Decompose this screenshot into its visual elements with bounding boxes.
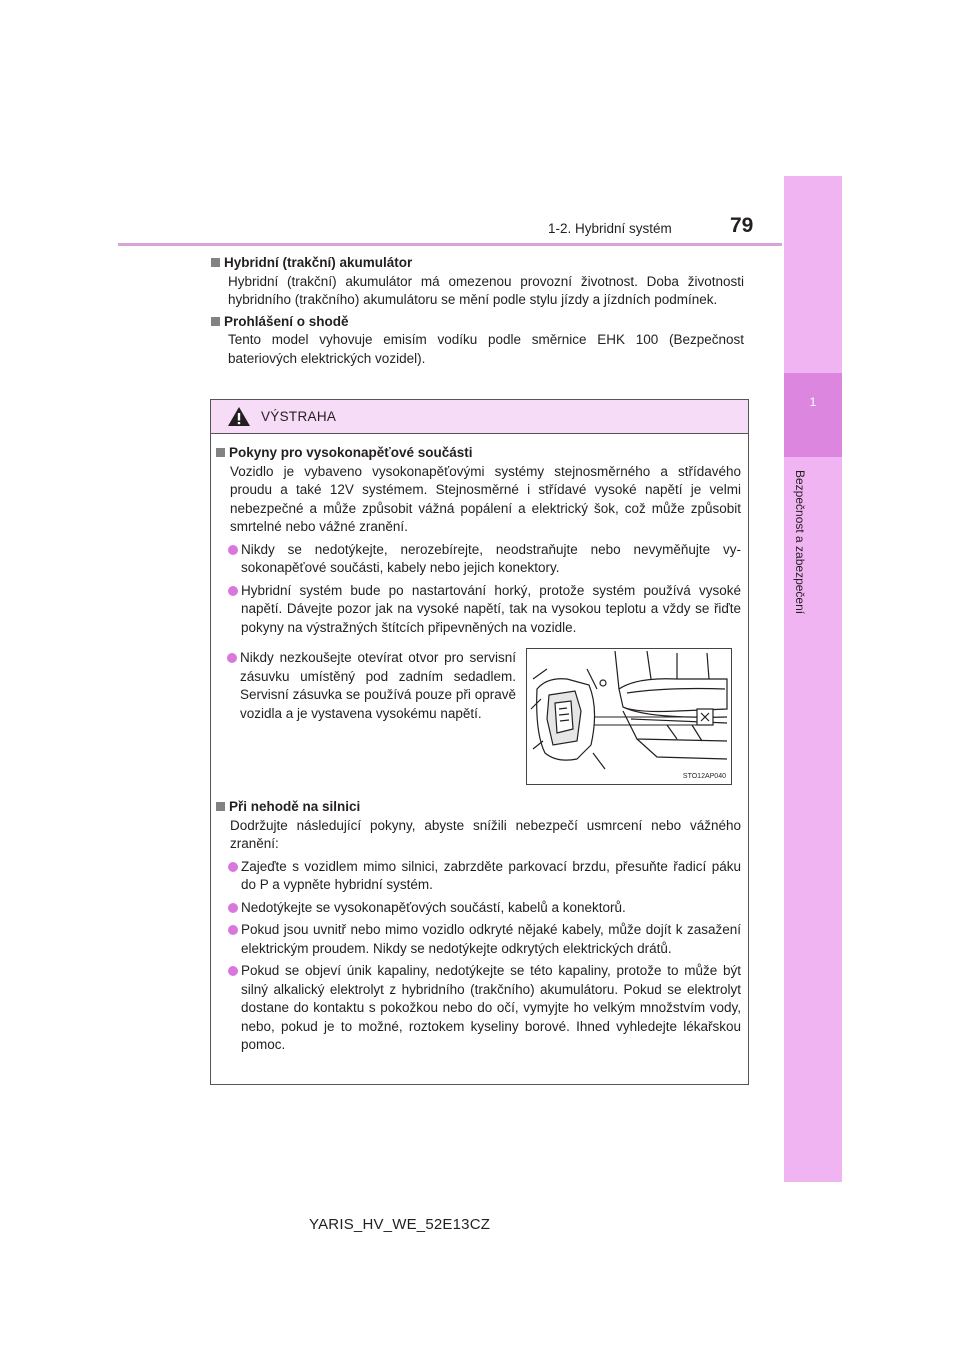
round-bullet-icon — [227, 653, 237, 663]
list-item: Nikdy se nedotýkejte, nerozebírejte, neodstraňujte nebo nevyměňujte vysokonapěťové součásti, kabely nebo jejich konektory. — [211, 541, 750, 578]
section-declaration — [208, 313, 744, 369]
section-heading: Hybridní (trakční) akumulátor — [208, 254, 744, 273]
round-bullet-icon — [228, 862, 238, 872]
service-plug-illustration — [526, 648, 732, 785]
warning-text: Vozidlo je vybaveno vysokonapěťovými systémy stejnosměrného a střídavého proudu a také 12V systémem. Stejnosměrné i střídavé vysoké napětí je velmi nebezpečné a může způsobit vážná popálení a elektrický šok, což může způsobit smrtelné nebo vážné zranění. — [230, 463, 741, 534]
footer-code: YARIS_HV_WE_52E13CZ — [309, 1216, 491, 1233]
main-content — [208, 254, 744, 371]
warning-body — [211, 444, 750, 637]
image-bullet — [210, 645, 516, 723]
list-item: Pokud jsou uvnitř nebo mimo vozidlo odkryté nějaké kabely, může dojít k zasažení elektrickým proudem. Nikdy se nedotýkejte odkrytých elektrických drátů. — [211, 921, 750, 958]
warning-text: Dodržujte následující pokyny, abyste snížili nebezpečí usmrcení nebo vážného zranění: — [230, 817, 741, 851]
square-bullet-icon — [211, 258, 220, 267]
header-rule — [118, 243, 782, 246]
chapter-side-tab — [784, 176, 842, 1182]
section-text: Tento model vyhovuje emisím vodíku podle směrnice EHK 100 (Bezpečnost bateriových elektrických vozidel). — [228, 332, 744, 366]
section-hybrid-battery — [208, 254, 744, 310]
page-number: 79 — [730, 214, 754, 237]
round-bullet-icon — [228, 966, 238, 976]
list-item: Zajeďte s vozidlem mimo silnici, zabrzděte parkovací brzdu, přesuňte řadicí páku do P a vypněte hybridní systém. — [211, 858, 750, 895]
list-item: Nedotýkejte se vysokonapěťových součástí, kabelů a konektorů. — [211, 899, 750, 918]
square-bullet-icon — [216, 802, 225, 811]
warning-heading-accident: Při nehodě na silnici — [213, 798, 750, 817]
list-item: Pokud se objeví únik kapaliny, nedotýkejte se této kapaliny, protože to může být silný alkalický elektrolyt z hybridního (trakčního) akumulátoru. Pokud se elektrolyt dostane do kontaktu s pokožkou nebo do očí, vymyjte ho velkým množstvím vody, nebo, pokud je to možné, roztokem kyseliny borové. Ihned vyhledejte lékařskou pomoc. — [211, 962, 750, 1055]
rear-seat-service-plug-drawing — [527, 649, 731, 784]
square-bullet-icon — [211, 317, 220, 326]
round-bullet-icon — [228, 586, 238, 596]
round-bullet-icon — [228, 903, 238, 913]
warning-title: VÝSTRAHA — [261, 409, 337, 424]
section-text: Hybridní (trakční) akumulátor má omezenou provozní životnost. Doba životnosti hybridního (trakčního) akumulátoru se mění podle stylu jízdy a jízdních podmínek. — [228, 273, 744, 307]
list-item: Hybridní systém bude po nastartování horký, protože systém používá vysoké napětí. Dávejte pozor jak na vysoké napětí, tak na vysokou teplotu a vždy se řiďte pokyny na výstražných štítcích připevněných na vozidle. — [211, 582, 750, 638]
chapter-number: 1 — [809, 395, 817, 409]
running-head: 1-2. Hybridní systém — [548, 221, 672, 236]
chapter-title: Bezpečnost a zabezpečení — [793, 470, 807, 615]
round-bullet-icon — [228, 545, 238, 555]
chapter-number-box — [784, 373, 842, 457]
section-heading: Prohlášení o shodě — [208, 313, 744, 332]
warning-body-accident — [211, 798, 750, 1055]
warning-header — [211, 400, 748, 434]
illustration-code: STO12AP040 — [682, 773, 726, 780]
warning-heading-high-voltage: Pokyny pro vysokonapěťové součásti — [213, 444, 750, 463]
list-item: Nikdy nezkoušejte otevírat otvor pro servisní zásuvku umístěný pod zadním sedadlem. Servisní zásuvka se používá pouze při opravě vozidla a je vystavena vysokému napětí. — [210, 649, 516, 723]
round-bullet-icon — [228, 925, 238, 935]
square-bullet-icon — [216, 448, 225, 457]
warning-triangle-icon — [227, 406, 251, 427]
